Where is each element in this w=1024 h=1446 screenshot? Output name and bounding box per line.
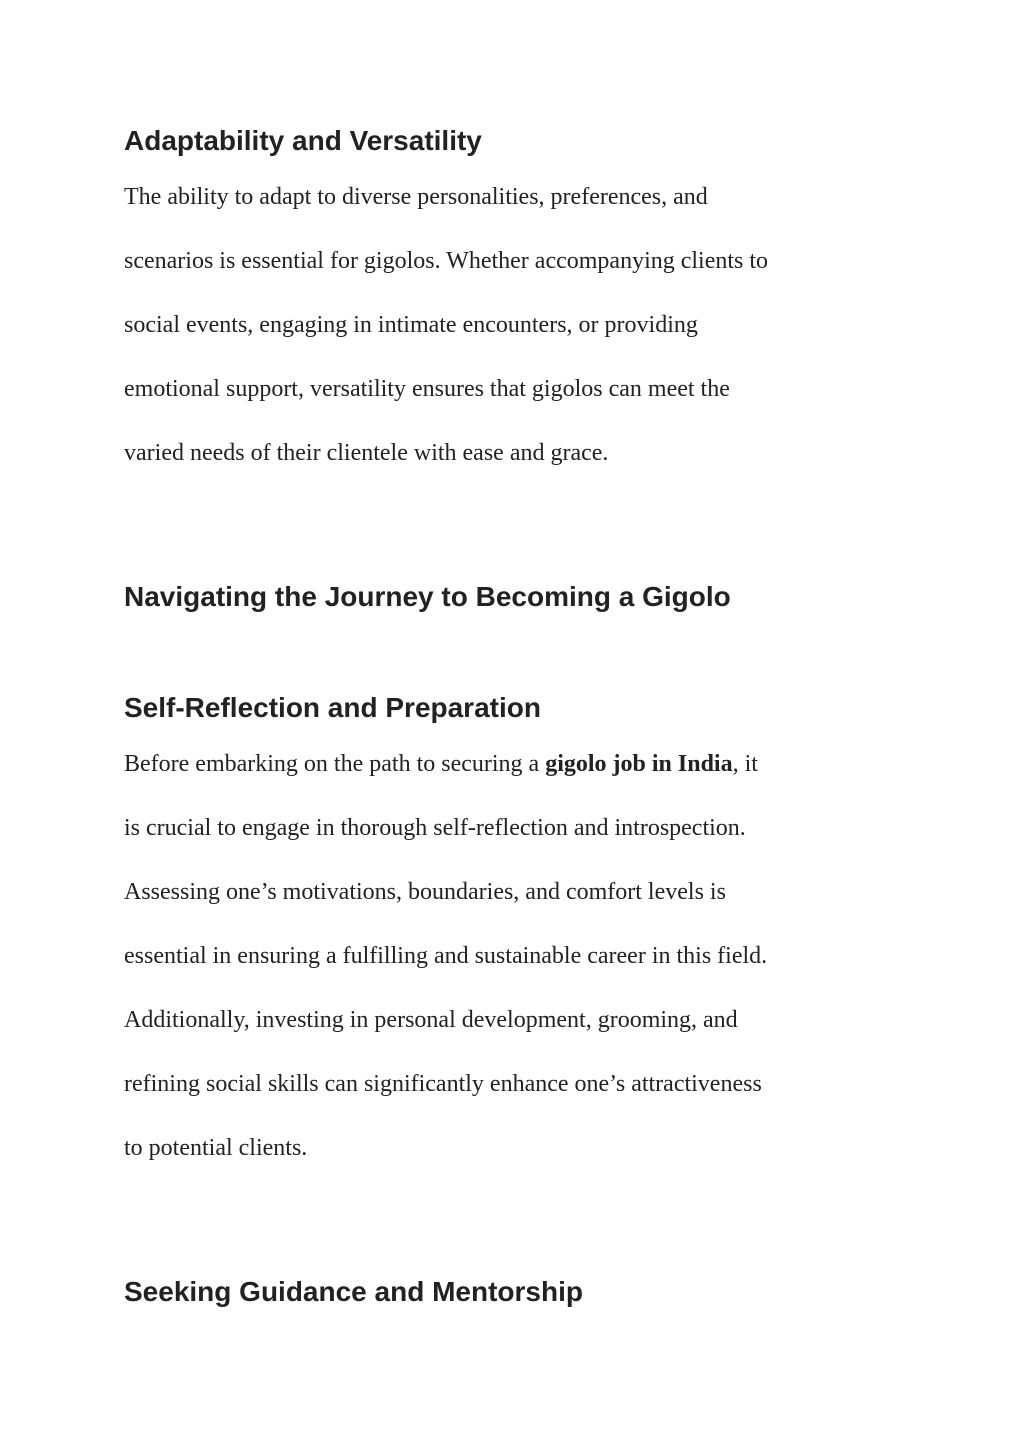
paragraph-line: to potential clients. [124,1135,308,1161]
bold-keyword: gigolo job in India [545,751,733,777]
paragraph-line: The ability to adapt to diverse personalities, preferences, and [124,184,708,210]
paragraph-adaptability [124,182,768,502]
paragraph-line: scenarios is essential for gigolos. Whether accompanying clients to [124,248,769,274]
paragraph-line: social events, engaging in intimate encounters, or providing [124,312,698,338]
paragraph-line: Additionally, investing in personal development, grooming, and [124,1007,738,1033]
paragraph-line: emotional support, versatility ensures that gigolos can meet the [124,376,730,402]
paragraph-line: Assessing one’s motivations, boundaries, and comfort levels is [124,879,726,905]
paragraph-self-reflection [124,749,767,1197]
paragraph-line [124,749,767,813]
heading-self-reflection: Self-Reflection and Preparation [124,692,541,723]
paragraph-line: refining social skills can significantly enhance one’s attractiveness [124,1071,762,1097]
paragraph-line: varied needs of their clientele with ease and grace. [124,440,609,466]
paragraph-line: essential in ensuring a fulfilling and sustainable career in this field. [124,943,768,969]
heading-adaptability: Adaptability and Versatility [124,125,482,156]
paragraph-line: is crucial to engage in thorough self-reflection and introspection. [124,815,746,841]
text-run: , it [732,751,758,777]
heading-mentorship: Seeking Guidance and Mentorship [124,1276,583,1307]
text-run: Before embarking on the path to securing a [124,751,546,777]
heading-navigating: Navigating the Journey to Becoming a Gigolo [124,581,731,612]
